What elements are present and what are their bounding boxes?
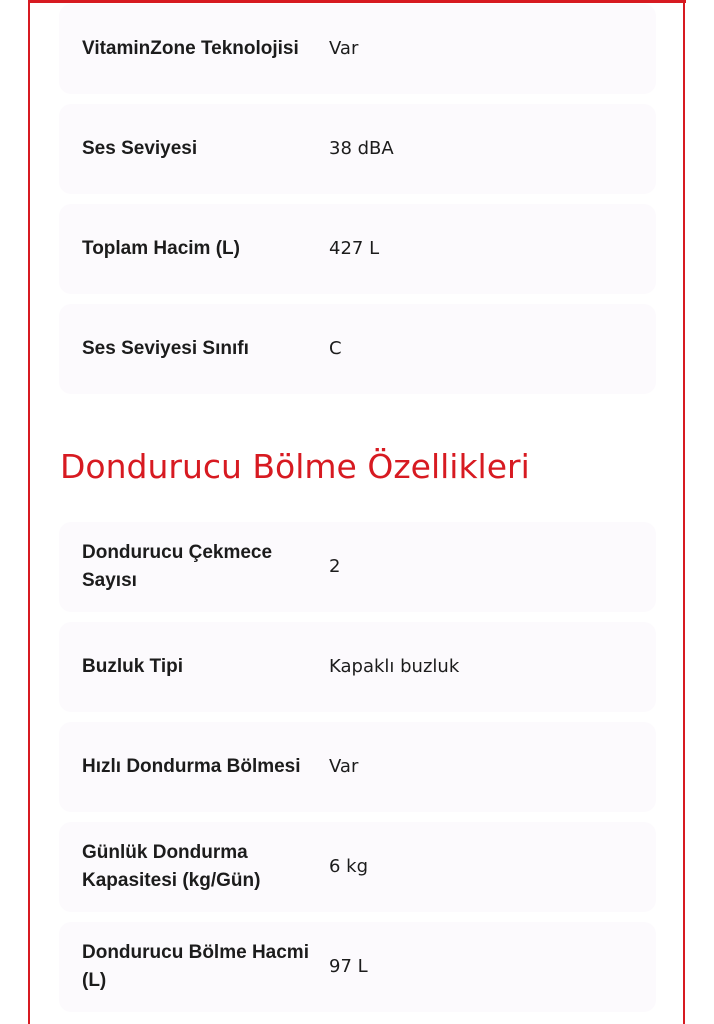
spec-value: Var <box>329 38 359 59</box>
spec-label: Dondurucu Çekmece Sayısı <box>82 542 273 591</box>
spec-label: Toplam Hacim (L) <box>82 238 240 259</box>
spec-row-noise-class <box>59 304 656 394</box>
spec-value: C <box>329 338 342 359</box>
spec-row-freezer-volume <box>59 922 656 1012</box>
spec-label: Ses Seviyesi <box>82 138 198 159</box>
spec-label: VitaminZone Teknolojisi <box>82 38 299 59</box>
top-border <box>28 0 686 3</box>
spec-row-total-volume <box>59 204 656 294</box>
spec-value: 97 L <box>329 956 368 977</box>
freezer-spec-list <box>59 522 656 1022</box>
spec-row-noise-level <box>59 104 656 194</box>
spec-value: 427 L <box>329 238 380 259</box>
spec-row-ice-box-type <box>59 622 656 712</box>
spec-label: Ses Seviyesi Sınıfı <box>82 338 249 359</box>
spec-value: Kapaklı buzluk <box>329 656 460 677</box>
spec-value: 6 kg <box>329 856 369 877</box>
spec-label: Günlük Dondurma Kapasitesi (kg/Gün) <box>82 842 261 891</box>
spec-label: Hızlı Dondurma Bölmesi <box>82 756 301 777</box>
section-title-freezer: Dondurucu Bölme Özellikleri <box>60 447 530 486</box>
spec-label: Buzluk Tipi <box>82 656 183 677</box>
general-spec-list <box>59 4 656 404</box>
spec-value: Var <box>329 756 359 777</box>
spec-value: 38 dBA <box>329 138 394 159</box>
spec-row-vitaminzone <box>59 4 656 94</box>
spec-row-fast-freeze <box>59 722 656 812</box>
spec-label: Dondurucu Bölme Hacmi (L) <box>82 942 309 991</box>
spec-value: 2 <box>329 556 341 577</box>
spec-row-daily-freeze-capacity <box>59 822 656 912</box>
spec-row-freezer-drawers <box>59 522 656 612</box>
